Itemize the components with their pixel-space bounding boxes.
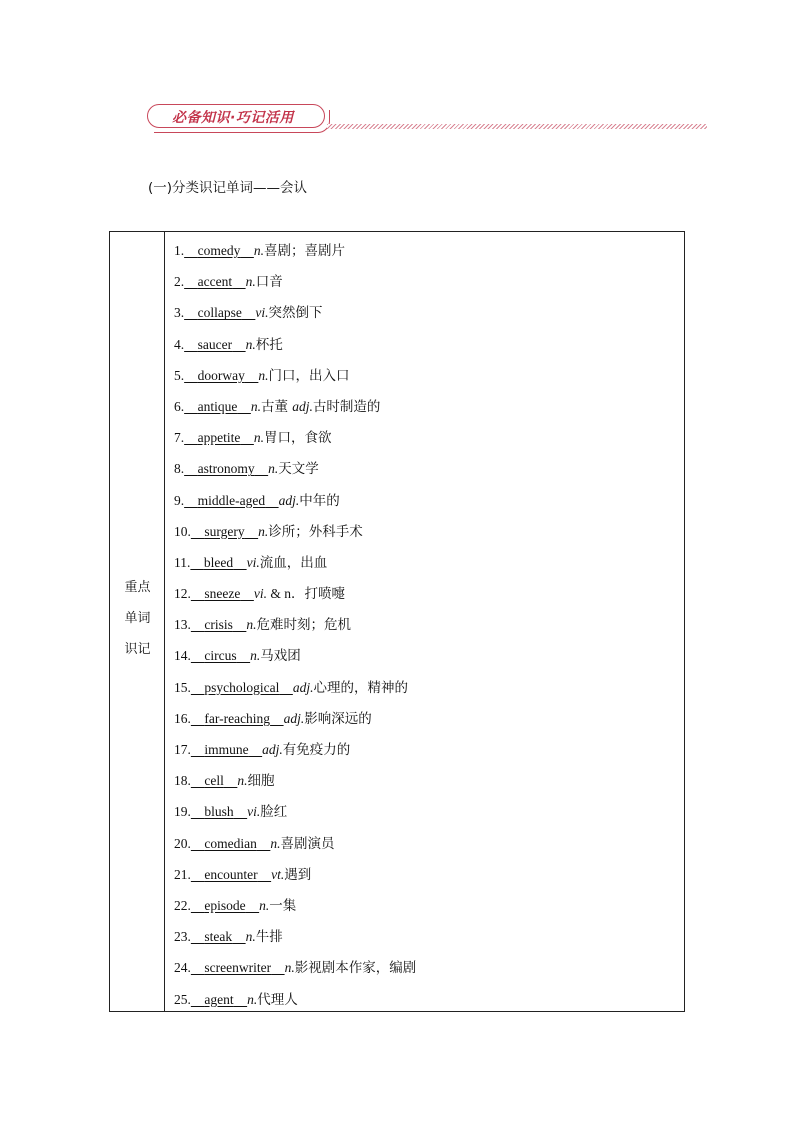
entry-number: 1. bbox=[174, 243, 185, 258]
answer-word: psychological bbox=[204, 679, 280, 695]
entry-number: 16. bbox=[174, 710, 191, 726]
answer-blank bbox=[191, 640, 250, 671]
answer-word: encounter bbox=[204, 866, 258, 882]
answer-word: appetite bbox=[197, 430, 241, 446]
entry-number: 20. bbox=[174, 835, 191, 851]
answer-blank bbox=[184, 360, 258, 391]
chinese-meaning: 代理人 bbox=[257, 991, 298, 1008]
vocab-entry bbox=[174, 266, 684, 297]
part-of-speech: n. bbox=[250, 648, 261, 664]
answer-word: bleed bbox=[203, 554, 234, 570]
chinese-meaning: 有免疫力的 bbox=[282, 742, 351, 758]
vocab-entry bbox=[174, 297, 684, 328]
vocab-entry bbox=[174, 360, 684, 391]
answer-word: steak bbox=[204, 929, 233, 945]
entry-number: 13. bbox=[174, 617, 191, 633]
part-of-speech: vi. bbox=[246, 554, 260, 570]
chinese-meaning: 危难时刻；危机 bbox=[256, 617, 351, 634]
answer-blank bbox=[184, 453, 268, 484]
answer-blank bbox=[191, 703, 284, 734]
part-of-speech: n. bbox=[268, 461, 279, 477]
entry-number: 23. bbox=[174, 929, 191, 945]
entry-number: 12. bbox=[174, 586, 191, 602]
chinese-meaning-2: 古时制造的 bbox=[312, 398, 381, 415]
answer-blank bbox=[184, 329, 245, 360]
chinese-meaning: 牛排 bbox=[255, 929, 283, 946]
chinese-meaning: 诊所；外科手术 bbox=[268, 523, 363, 540]
answer-blank bbox=[191, 859, 271, 890]
answer-word: accent bbox=[197, 274, 233, 290]
part-of-speech: n. bbox=[270, 835, 281, 851]
answer-word: crisis bbox=[204, 617, 233, 633]
vocabulary-table bbox=[109, 231, 685, 1012]
part-of-speech: adj. bbox=[278, 492, 300, 508]
part-of-speech: adj. bbox=[292, 679, 314, 695]
answer-blank bbox=[184, 266, 245, 297]
vocab-entry bbox=[174, 453, 684, 484]
chinese-meaning: 马戏团 bbox=[260, 648, 301, 665]
vocab-entry bbox=[174, 952, 684, 983]
section-heading: (一)分类识记单词——会认 bbox=[148, 180, 308, 196]
answer-blank bbox=[191, 578, 254, 609]
vocab-entry bbox=[174, 329, 684, 360]
part-of-speech: n. bbox=[245, 336, 256, 352]
category-line-1: 重点 bbox=[124, 580, 151, 595]
category-line-3: 识记 bbox=[124, 642, 151, 657]
answer-word: saucer bbox=[197, 336, 233, 352]
vocab-entry bbox=[174, 422, 684, 453]
entry-number: 19. bbox=[174, 804, 191, 820]
answer-blank bbox=[191, 516, 258, 547]
answer-blank bbox=[191, 921, 246, 952]
part-of-speech: n. bbox=[250, 398, 261, 414]
chinese-meaning: 细胞 bbox=[247, 773, 275, 790]
banner-badge bbox=[147, 104, 325, 128]
part-of-speech: n. bbox=[259, 897, 270, 913]
answer-word: agent bbox=[204, 991, 234, 1007]
chinese-meaning: 突然倒下 bbox=[268, 305, 323, 322]
vocab-entry bbox=[174, 391, 684, 422]
part-of-speech: n. bbox=[258, 523, 269, 539]
vocab-entry bbox=[174, 609, 684, 640]
entry-number: 9. bbox=[174, 492, 185, 508]
entry-number: 22. bbox=[174, 897, 191, 913]
part-of-speech: n. bbox=[245, 274, 256, 290]
answer-word: sneeze bbox=[204, 586, 241, 602]
part-of-speech: adj. bbox=[262, 742, 283, 757]
part-of-speech: n. bbox=[237, 773, 248, 789]
chinese-meaning: 一集 bbox=[269, 897, 297, 914]
entry-number: 15. bbox=[174, 679, 191, 695]
part-of-speech: n. bbox=[245, 929, 256, 945]
entry-number: 11. bbox=[174, 554, 191, 570]
chinese-meaning: 遇到 bbox=[284, 866, 312, 883]
part-of-speech: n. bbox=[247, 991, 258, 1007]
entry-number: 10. bbox=[174, 523, 191, 539]
vocab-entry bbox=[174, 640, 684, 671]
vocab-entry bbox=[174, 921, 684, 952]
vocab-entry bbox=[174, 235, 684, 266]
answer-blank bbox=[184, 422, 254, 453]
vocab-entry bbox=[174, 485, 684, 516]
chinese-meaning: 流血，出血 bbox=[259, 554, 328, 571]
vocab-entry bbox=[174, 734, 684, 765]
entry-number: 25. bbox=[174, 991, 191, 1007]
vocab-entry bbox=[174, 516, 684, 547]
entry-number: 5. bbox=[174, 367, 185, 383]
answer-word: comedy bbox=[197, 243, 241, 258]
answer-blank bbox=[191, 828, 270, 859]
answer-blank bbox=[190, 547, 246, 578]
part-of-speech-extra: & n． bbox=[266, 586, 305, 602]
vocab-entry bbox=[174, 672, 684, 703]
answer-blank bbox=[191, 890, 259, 921]
answer-blank bbox=[191, 952, 285, 983]
vocab-entry bbox=[174, 796, 684, 827]
entry-number: 8. bbox=[174, 461, 185, 477]
vocab-entry bbox=[174, 828, 684, 859]
chinese-meaning: 脸红 bbox=[260, 804, 288, 821]
answer-word: cell bbox=[204, 773, 224, 789]
part-of-speech-2: adj. bbox=[292, 398, 313, 414]
entry-number: 6. bbox=[174, 398, 185, 414]
category-label bbox=[110, 572, 165, 665]
chinese-meaning: 胃口，食欲 bbox=[263, 430, 332, 447]
answer-blank bbox=[191, 765, 238, 796]
answer-blank bbox=[184, 235, 254, 266]
answer-word: comedian bbox=[204, 835, 257, 851]
answer-blank bbox=[184, 485, 278, 516]
answer-word: astronomy bbox=[197, 461, 255, 477]
vocab-entry bbox=[174, 578, 684, 609]
banner-title: 必备知识·巧记活用 bbox=[172, 110, 294, 126]
part-of-speech: vi. bbox=[253, 586, 267, 602]
answer-blank bbox=[184, 391, 251, 422]
vocab-entry bbox=[174, 547, 684, 578]
entry-number: 7. bbox=[174, 430, 185, 446]
part-of-speech: n. bbox=[253, 243, 264, 258]
part-of-speech: n. bbox=[246, 617, 257, 633]
vocab-entry bbox=[174, 890, 684, 921]
answer-word: circus bbox=[204, 648, 237, 664]
answer-word: collapse bbox=[197, 305, 242, 321]
banner-stripe-divider bbox=[327, 124, 707, 129]
part-of-speech: vi. bbox=[255, 305, 269, 321]
part-of-speech: n. bbox=[258, 367, 269, 383]
entry-number: 2. bbox=[174, 274, 185, 290]
vocab-entry bbox=[174, 984, 684, 1015]
vocab-entry bbox=[174, 859, 684, 890]
answer-blank bbox=[191, 796, 247, 827]
entry-number: 24. bbox=[174, 960, 191, 976]
section-banner bbox=[147, 104, 709, 134]
chinese-meaning: 心理的，精神的 bbox=[313, 679, 408, 696]
answer-word: antique bbox=[197, 398, 238, 414]
part-of-speech: vt. bbox=[271, 866, 285, 882]
vocab-entry bbox=[174, 765, 684, 796]
answer-word: middle-aged bbox=[197, 492, 266, 508]
answer-blank bbox=[191, 672, 293, 703]
vocab-entry bbox=[174, 703, 684, 734]
chinese-meaning: 影视剧本作家，编剧 bbox=[294, 960, 417, 977]
entry-number: 17. bbox=[174, 742, 191, 757]
part-of-speech: adj. bbox=[283, 710, 305, 726]
answer-word: blush bbox=[204, 804, 234, 820]
part-of-speech: n. bbox=[284, 960, 295, 976]
answer-word: far-reaching bbox=[204, 710, 271, 726]
chinese-meaning: 杯托 bbox=[255, 336, 283, 353]
chinese-meaning: 喜剧演员 bbox=[280, 835, 335, 852]
chinese-meaning: 古董 bbox=[261, 398, 293, 415]
answer-blank bbox=[184, 297, 255, 328]
chinese-meaning: 中年的 bbox=[299, 492, 340, 509]
answer-blank bbox=[191, 984, 247, 1015]
chinese-meaning: 门口，出入口 bbox=[268, 367, 350, 384]
chinese-meaning: 喜剧；喜剧片 bbox=[264, 243, 345, 259]
answer-word: screenwriter bbox=[204, 960, 272, 976]
chinese-meaning: 影响深远的 bbox=[304, 710, 372, 727]
answer-word: surgery bbox=[204, 523, 245, 539]
part-of-speech: vi. bbox=[247, 804, 261, 820]
chinese-meaning: 天文学 bbox=[278, 461, 319, 478]
chinese-meaning: 打喷嚏 bbox=[304, 586, 345, 603]
part-of-speech: n. bbox=[253, 430, 264, 446]
entry-list bbox=[174, 235, 684, 1015]
answer-blank bbox=[191, 734, 262, 765]
answer-blank bbox=[191, 609, 247, 640]
answer-word: episode bbox=[204, 897, 246, 913]
entry-number: 18. bbox=[174, 773, 191, 789]
answer-word: doorway bbox=[197, 367, 245, 383]
entry-number: 4. bbox=[174, 336, 185, 352]
answer-word: immune bbox=[204, 742, 249, 757]
entry-number: 14. bbox=[174, 648, 191, 664]
entry-number: 3. bbox=[174, 305, 185, 321]
chinese-meaning: 口音 bbox=[255, 274, 283, 291]
category-column bbox=[110, 232, 165, 1011]
entry-number: 21. bbox=[174, 866, 191, 882]
category-line-2: 单词 bbox=[124, 611, 151, 626]
